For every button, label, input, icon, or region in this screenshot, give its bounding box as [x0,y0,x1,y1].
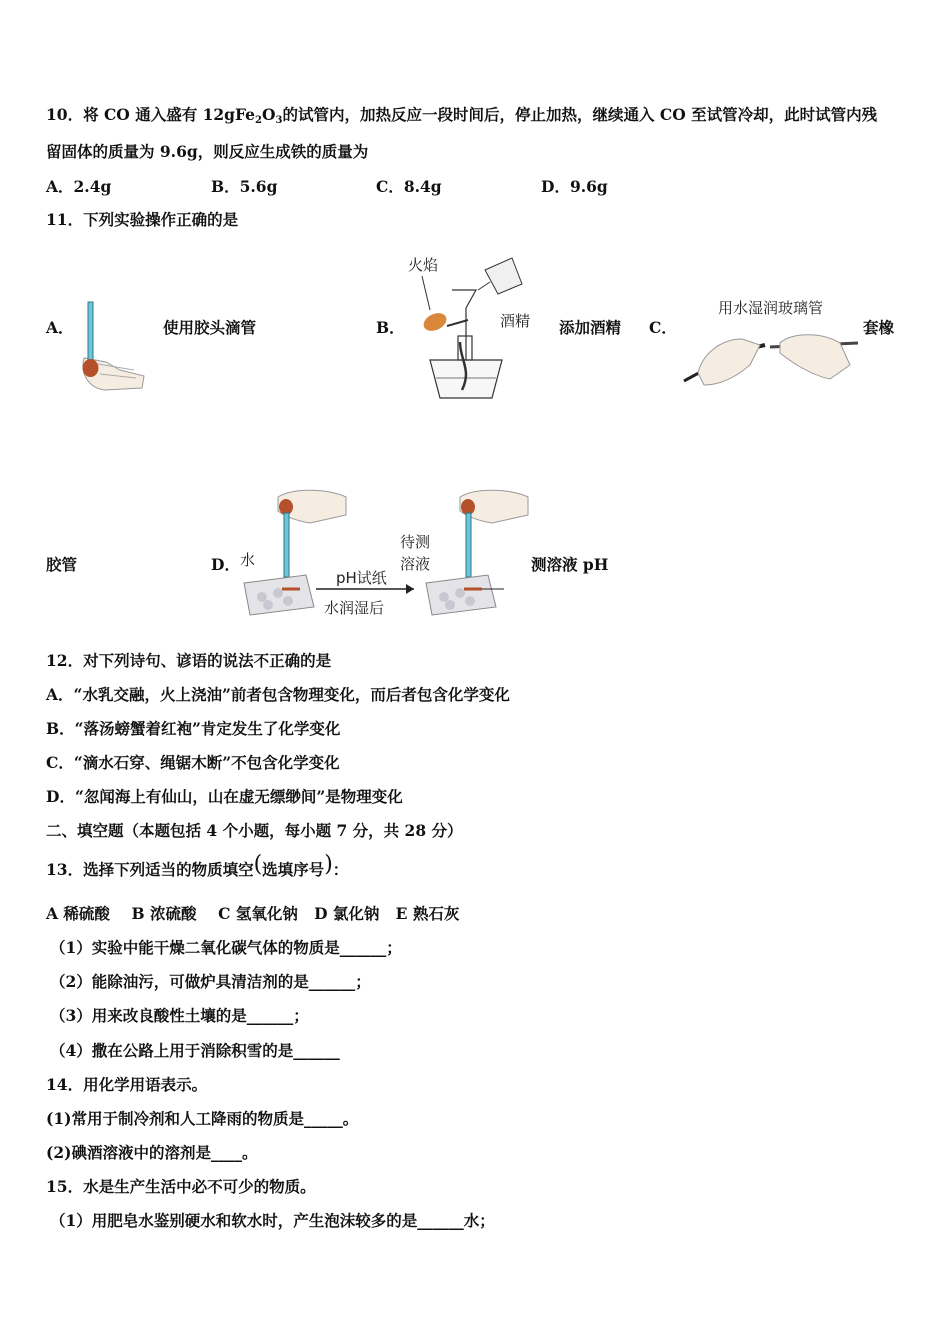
q10-line1-b: O [262,105,276,124]
test-solution-label-2: 溶液 [400,555,431,573]
wet-after-label: 水润湿后 [324,599,385,617]
q13-choice-a: A 稀硫酸 [46,904,110,923]
q13-stem-b: 选填序号 [262,860,325,879]
q13-paren-right: ) [324,852,333,877]
glass-tube-hands-icon [680,295,865,390]
q11-c-text-2: 胶管 [46,555,78,574]
ph-test-procedure-icon [238,487,530,622]
q13-paren-left: ( [253,852,263,877]
q10-sub-3: 3 [275,115,283,126]
q11-a-letter: A． [46,318,74,337]
q11-a-text: 使用胶头滴管 [163,318,257,337]
q14-item-1: (1)常用于制冷剂和人工降雨的物质是_____。 [46,1109,359,1128]
q13-stem-a: 13．选择下列适当的物质填空 [46,860,254,879]
q11-b-letter: B． [376,318,405,337]
wet-tube-label: 用水湿润玻璃管 [718,299,824,317]
q13-choice-c: C 氢氧化钠 [218,904,298,923]
q13-choice-b: B 浓硫酸 [131,904,197,923]
water-label: 水 [240,551,256,569]
q10-sub-2: 2 [255,115,262,126]
q13-choices [46,902,459,924]
q11-d-letter: D． [211,555,240,574]
q12-option-d: D．“忽闻海上有仙山，山在虚无缥缈间”是物理变化 [46,787,403,806]
q14-item-2: (2)碘酒溶液中的溶剂是____。 [46,1143,258,1162]
q10-option-a: A．2.4g [46,177,112,196]
q11-d-text: 测溶液 pH [531,555,609,574]
q12-option-a: A．“水乳交融，火上浇油”前者包含物理变化，而后者包含化学变化 [46,685,510,704]
q11-c-text-1: 套橡 [863,318,895,337]
q13-item-3: （3）用来改良酸性土壤的是______； [50,1006,309,1025]
alcohol-label: 酒精 [500,312,531,330]
q10-line1 [46,103,877,126]
dropper-hand-icon [70,298,150,393]
q10-option-d: D．9.6g [541,177,608,196]
q13-item-4: （4）撒在公路上用于消除积雪的是______ [50,1041,340,1060]
q11-stem: 11．下列实验操作正确的是 [46,210,239,229]
alcohol-lamp-icon [400,250,550,402]
q13-choice-d: D 氯化钠 [314,904,380,923]
q13-choice-e: E 熟石灰 [395,904,460,923]
q13-item-1: （1）实验中能干燥二氧化碳气体的物质是______； [50,938,402,957]
q11-c-letter: C． [649,318,677,337]
q10-option-b: B．5.6g [211,177,278,196]
q13-item-2: （2）能除油污，可做炉具清洁剂的是______； [50,972,371,991]
section-heading: 二、填空题（本题包括 4 个小题，每小题 7 分，共 28 分） [46,821,463,840]
q13-stem [46,852,348,880]
q11-b-text: 添加酒精 [559,318,622,337]
q15-stem: 15．水是生产生活中必不可少的物质。 [46,1177,316,1196]
ph-paper-label: pH试纸 [336,569,387,587]
q10-line1-c: 的试管内，加热反应一段时间后，停止加热，继续通入 CO 至试管冷却，此时试管内残 [282,105,878,124]
q12-option-c: C．“滴水石穿、绳锯木断”不包含化学变化 [46,753,340,772]
q15-item-1: （1）用肥皂水鉴别硬水和软水时，产生泡沫较多的是______水； [50,1211,495,1230]
test-solution-label-1: 待测 [400,533,431,551]
q10-line1-a: 10．将 CO 通入盛有 12gFe [46,105,256,124]
q10-option-c: C．8.4g [376,177,442,196]
q10-line2: 留固体的质量为 9.6g，则反应生成铁的质量为 [46,142,369,161]
q12-stem: 12．对下列诗句、谚语的说法不正确的是 [46,651,332,670]
flame-label: 火焰 [408,256,439,274]
q12-option-b: B．“落汤螃蟹着红袍”肯定发生了化学变化 [46,719,341,738]
q14-stem: 14．用化学用语表示。 [46,1075,208,1094]
q13-stem-c: ： [332,860,349,879]
